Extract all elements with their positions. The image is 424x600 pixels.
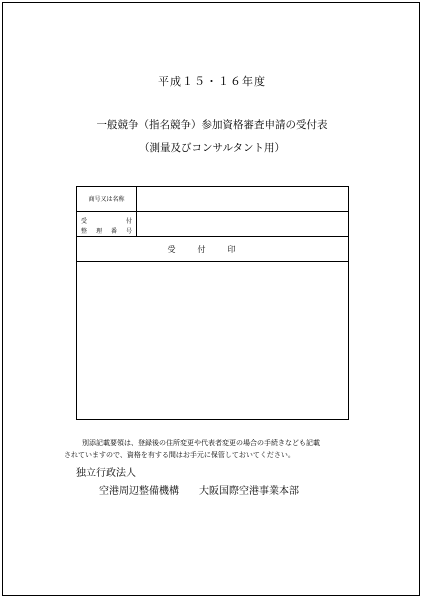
receipt-label-char: 整 [81,228,88,235]
fiscal-year-heading: 平成１５・１６年度 [158,75,266,88]
receipt-label-char: 受 [81,218,88,225]
note-line: 別添記載要領は、登録後の住所変更や代表者変更の場合の手続きなども記載 [82,439,320,447]
organization-name-line [99,482,299,497]
receipt-label-char: 号 [125,228,132,235]
organization-name: 空港周辺整備機構 [99,486,179,497]
retention-note [64,437,354,461]
organization-department: 大阪国際空港事業本部 [199,486,299,497]
note-line: されていますので、資格を有する間はお手元に保管しておいてください。 [64,451,295,459]
receipt-label-char: 付 [125,218,132,225]
receipt-stamp-header: 受付印 [77,237,348,262]
document-title: 一般競争（指名競争）参加資格審査申請の受付表 [96,119,328,131]
company-name-row [77,187,348,212]
receipt-number-row [77,212,348,237]
organization-type: 独立行政法人 [76,468,136,479]
receipt-label-char: 番 [110,228,117,235]
receipt-label-char: 理 [95,228,102,235]
document-subtitle: （測量及びコンサルタント用） [138,142,286,154]
receipt-number-label [77,212,137,236]
receipt-form-table [76,186,349,420]
company-name-label: 商号又は名称 [77,187,137,211]
